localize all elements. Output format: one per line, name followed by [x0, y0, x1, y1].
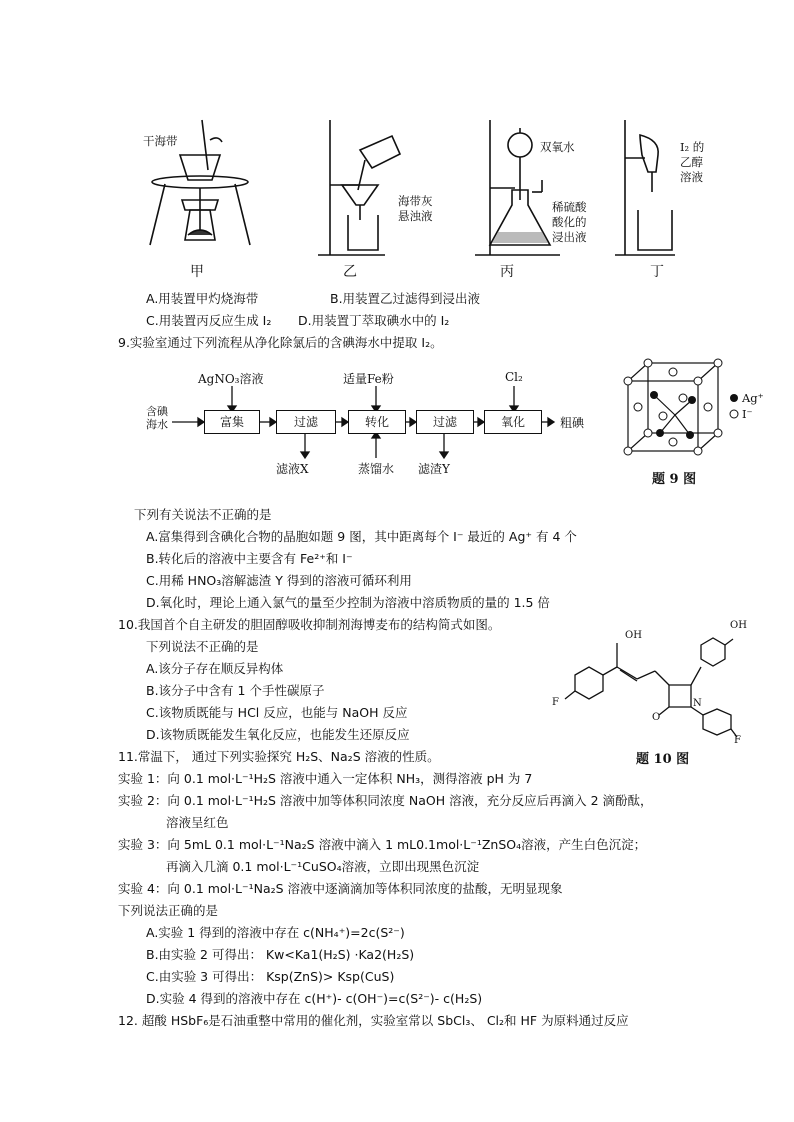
flow-reagent-fe: 适量Fe粉 — [343, 372, 394, 386]
q10-atom-oh-1: OH — [625, 630, 642, 641]
q12-stem: 12. 超酸 HSbF₆是石油重整中常用的催化剂，实验室常以 SbCl₃、 Cl₂和 HF 为原料通过反应 — [118, 1013, 629, 1028]
q11-exp3-line1: 实验 3：向 5mL 0.1 mol·L⁻¹Na₂S 溶液中滴入 1 mL0.1mol·L⁻¹ZnSO₄溶液，产生白色沉淀； — [118, 837, 647, 852]
q9-option-d: D.氧化时，理论上通入氯气的量至少控制为溶液中溶质物质的量的 1.5 倍 — [146, 595, 550, 610]
flow-box-oxidize: 氧化 — [484, 410, 542, 434]
q11-exp2-line2: 溶液呈红色 — [166, 815, 229, 830]
flow-reagent-agno3: AgNO₃溶液 — [198, 372, 264, 386]
ding-annotation-2: 乙醇 — [680, 155, 703, 169]
q9-figure-caption: 题 9 图 — [652, 472, 697, 487]
q9-legend-ag: Ag⁺ — [742, 391, 764, 405]
ding-annotation-3: 溶液 — [680, 170, 703, 184]
apparatus-yi — [318, 120, 400, 255]
q9-option-a: A.富集得到含碘化合物的晶胞如题 9 图，其中距离每个 I⁻ 最近的 Ag⁺ 有 4 个 — [146, 529, 577, 544]
q8-option-c: C.用装置丙反应生成 I₂ — [146, 313, 272, 328]
flow-box-filter-2: 过滤 — [416, 410, 474, 434]
q10-option-c: C.该物质既能与 HCl 反应，也能与 NaOH 反应 — [146, 705, 408, 720]
q10-figure-caption: 题 10 图 — [636, 752, 690, 767]
q8-option-a: A.用装置甲灼烧海带 — [146, 291, 259, 306]
q9-lead: 下列有关说法不正确的是 — [134, 507, 272, 522]
apparatus-jia-label: 甲 — [190, 264, 204, 280]
q10-lead: 下列说法不正确的是 — [146, 639, 259, 654]
bing-annotation-top: 双氧水 — [540, 140, 575, 154]
q10-option-a: A.该分子存在顺反异构体 — [146, 661, 284, 676]
q11-exp3-line2: 再滴入几滴 0.1 mol·L⁻¹CuSO₄溶液，立即出现黑色沉淀 — [166, 859, 480, 874]
flow-box-convert: 转化 — [348, 410, 406, 434]
q11-exp2-line1: 实验 2：向 0.1 mol·L⁻¹H₂S 溶液中加等体积同浓度 NaOH 溶液，充分反应后再滴入 2 滴酚酞， — [118, 793, 653, 808]
q10-stem: 10.我国首个自主研发的胆固醇吸收抑制剂海博麦布的结构简式如图。 — [118, 617, 501, 632]
q11-exp4: 实验 4：向 0.1 mol·L⁻¹Na₂S 溶液中逐滴滴加等体积同浓度的盐酸，无明显现象 — [118, 881, 563, 896]
q9-crystal-figure — [620, 355, 730, 465]
q10-option-d: D.该物质既能发生氧化反应，也能发生还原反应 — [146, 727, 410, 742]
q10-atom-o: O — [652, 712, 661, 723]
flow-output-filtrate-x: 滤液X — [276, 462, 309, 476]
q11-option-b: B.由实验 2 可得出： Kw<Ka1(H₂S) ·Ka2(H₂S) — [146, 947, 415, 962]
flow-output-residue-y: 滤渣Y — [418, 462, 450, 476]
bing-annotation-2: 酸化的 — [552, 215, 587, 229]
q11-lead: 下列说法正确的是 — [118, 903, 219, 918]
q10-atom-oh-2: OH — [730, 620, 747, 631]
q11-option-c: C.由实验 3 可得出： Ksp(ZnS)> Ksp(CuS) — [146, 969, 395, 984]
q10-option-b: B.该分子中含有 1 个手性碳原子 — [146, 683, 325, 698]
apparatus-ding-label: 丁 — [650, 264, 664, 280]
q8-option-d: D.用装置丁萃取碘水中的 I₂ — [298, 313, 450, 328]
flow-box-enrich: 富集 — [204, 410, 260, 434]
q10-atom-f-1: F — [552, 697, 559, 708]
q10-atom-f-2: F — [734, 735, 741, 746]
q9-legend-markers — [728, 392, 740, 422]
q10-structure-figure — [545, 615, 745, 745]
q9-stem: 9.实验室通过下列流程从净化除氯后的含碘海水中提取 I₂。 — [118, 335, 443, 350]
q9-legend-i: I⁻ — [742, 407, 753, 421]
q9-option-c: C.用稀 HNO₃溶解滤渣 Y 得到的溶液可循环利用 — [146, 573, 412, 588]
q10-atom-n: N — [693, 698, 702, 709]
q11-exp1: 实验 1：向 0.1 mol·L⁻¹H₂S 溶液中通入一定体积 NH₃，测得溶液 pH 为 7 — [118, 771, 533, 786]
yi-annotation-1: 海带灰 — [398, 194, 433, 208]
flow-box-filter-1: 过滤 — [276, 410, 336, 434]
ding-annotation-1: I₂ 的 — [680, 140, 705, 154]
apparatus-yi-label: 乙 — [343, 264, 357, 280]
flow-input-1: 含碘 — [146, 405, 168, 418]
flow-product: 粗碘 — [560, 416, 585, 430]
q11-option-a: A.实验 1 得到的溶液中存在 c(NH₄⁺)=2c(S²⁻) — [146, 925, 405, 940]
q11-option-d: D.实验 4 得到的溶液中存在 c(H⁺)- c(OH⁻)=c(S²⁻)- c(H₂S) — [146, 991, 483, 1006]
apparatus-ding — [615, 120, 675, 255]
yi-annotation-2: 悬浊液 — [398, 209, 433, 223]
bing-annotation-3: 浸出液 — [552, 230, 587, 244]
jia-annotation: 干海带 — [143, 134, 178, 148]
apparatus-bing-label: 丙 — [500, 264, 514, 280]
q8-option-b: B.用装置乙过滤得到浸出液 — [330, 291, 481, 306]
bing-annotation-1: 稀硫酸 — [552, 200, 587, 214]
q11-stem: 11.常温下， 通过下列实验探究 H₂S、Na₂S 溶液的性质。 — [118, 749, 440, 764]
flow-reagent-cl2: Cl₂ — [505, 370, 523, 384]
flow-input-2: 海水 — [146, 418, 168, 431]
flow-input-water: 蒸馏水 — [358, 462, 395, 476]
q9-option-b: B.转化后的溶液中主要含有 Fe²⁺和 I⁻ — [146, 551, 353, 566]
